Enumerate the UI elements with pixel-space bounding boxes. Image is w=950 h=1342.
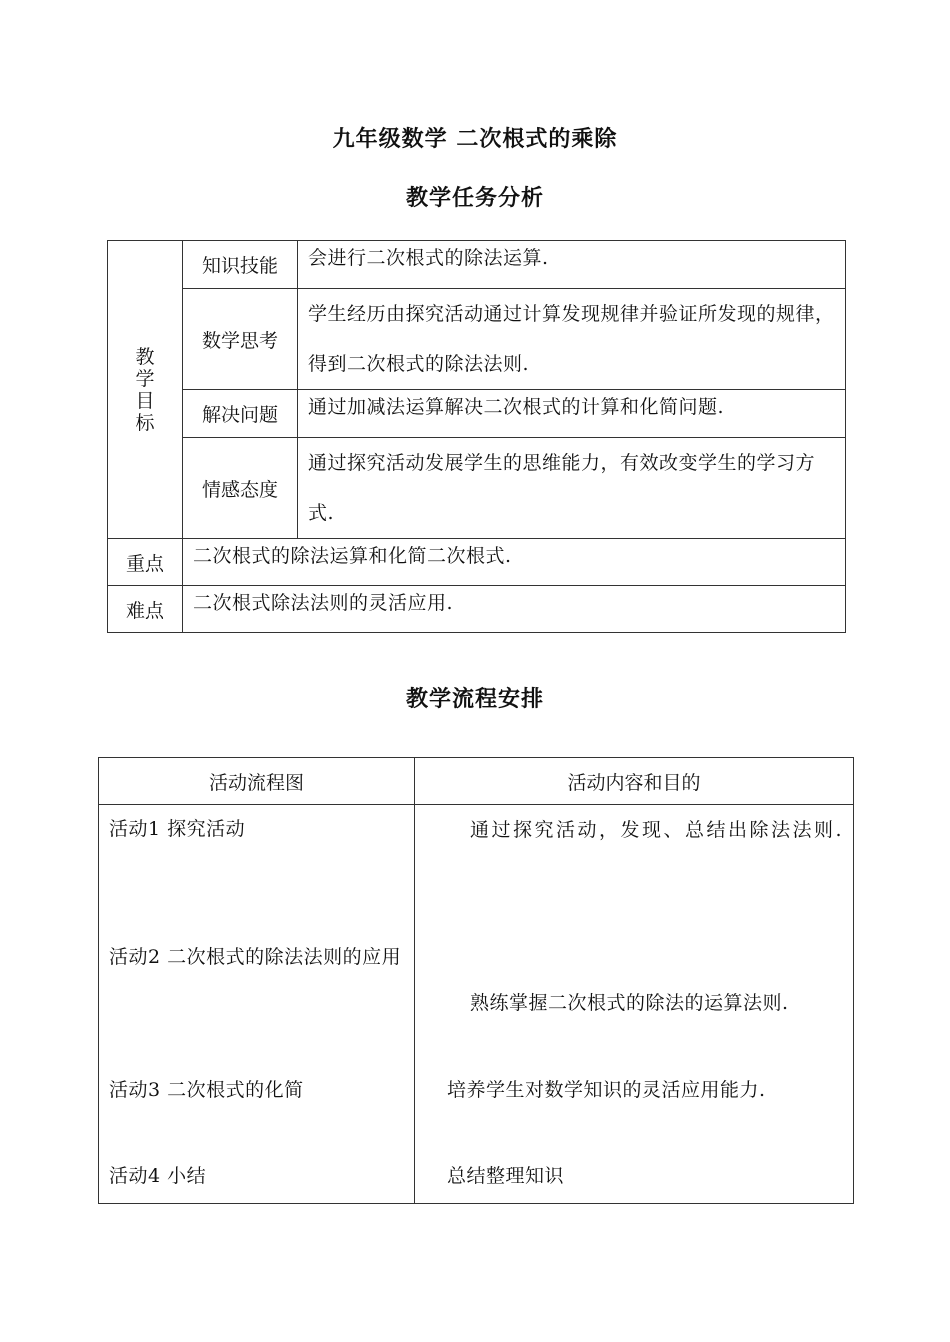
activity-item: 活动4 小结 — [109, 1165, 207, 1187]
goal-content: 通过加减法运算解决二次根式的计算和化简问题. — [298, 390, 846, 438]
key-point-label: 重点 — [108, 539, 183, 586]
teaching-goal-label: 教学目标 — [135, 345, 155, 434]
content-purpose-header: 活动内容和目的 — [415, 758, 854, 805]
table-row — [108, 586, 846, 633]
table-row — [108, 438, 846, 539]
goal-item: 总结整理知识 — [447, 1165, 565, 1187]
table-row — [108, 289, 846, 390]
table-row — [108, 390, 846, 438]
teaching-flow-table — [98, 757, 854, 1204]
flow-chart-header: 活动流程图 — [99, 758, 415, 805]
goal-item: 培养学生对数学知识的灵活应用能力. — [447, 1079, 766, 1101]
goal-content: 会进行二次根式的除法运算. — [298, 241, 846, 289]
goal-content: 通过探究活动发展学生的思维能力，有效改变学生的学习方式. — [298, 438, 846, 539]
activity-item: 活动1 探究活动 — [109, 818, 246, 840]
activity-item: 活动3 二次根式的化简 — [109, 1079, 304, 1101]
section-title-flow: 教学流程安排 — [405, 687, 544, 712]
table-row — [108, 539, 846, 586]
section-title-task-analysis: 教学任务分析 — [405, 186, 544, 211]
activities-cell — [99, 805, 415, 1204]
goal-label: 数学思考 — [183, 289, 298, 390]
activity-item: 活动2 二次根式的除法法则的应用 — [109, 946, 402, 968]
table-header-row — [99, 758, 854, 805]
goal-label: 情感态度 — [183, 438, 298, 539]
table-row — [108, 241, 846, 289]
document-title: 九年级数学 二次根式的乘除 — [332, 127, 618, 152]
goal-item: 通过探究活动，发现、总结出除法法则. — [470, 819, 845, 841]
goal-label: 知识技能 — [183, 241, 298, 289]
goals-cell — [415, 805, 854, 1204]
difficult-point-content: 二次根式除法法则的灵活应用. — [183, 586, 846, 633]
goal-content: 学生经历由探究活动通过计算发现规律并验证所发现的规律，得到二次根式的除法法则. — [298, 289, 846, 390]
goal-label: 解决问题 — [183, 390, 298, 438]
table-row — [99, 805, 854, 1204]
teaching-goal-cell — [108, 241, 183, 539]
difficult-point-label: 难点 — [108, 586, 183, 633]
task-analysis-table — [107, 240, 846, 633]
key-point-content: 二次根式的除法运算和化简二次根式. — [183, 539, 846, 586]
goal-item: 熟练掌握二次根式的除法的运算法则. — [470, 992, 789, 1014]
